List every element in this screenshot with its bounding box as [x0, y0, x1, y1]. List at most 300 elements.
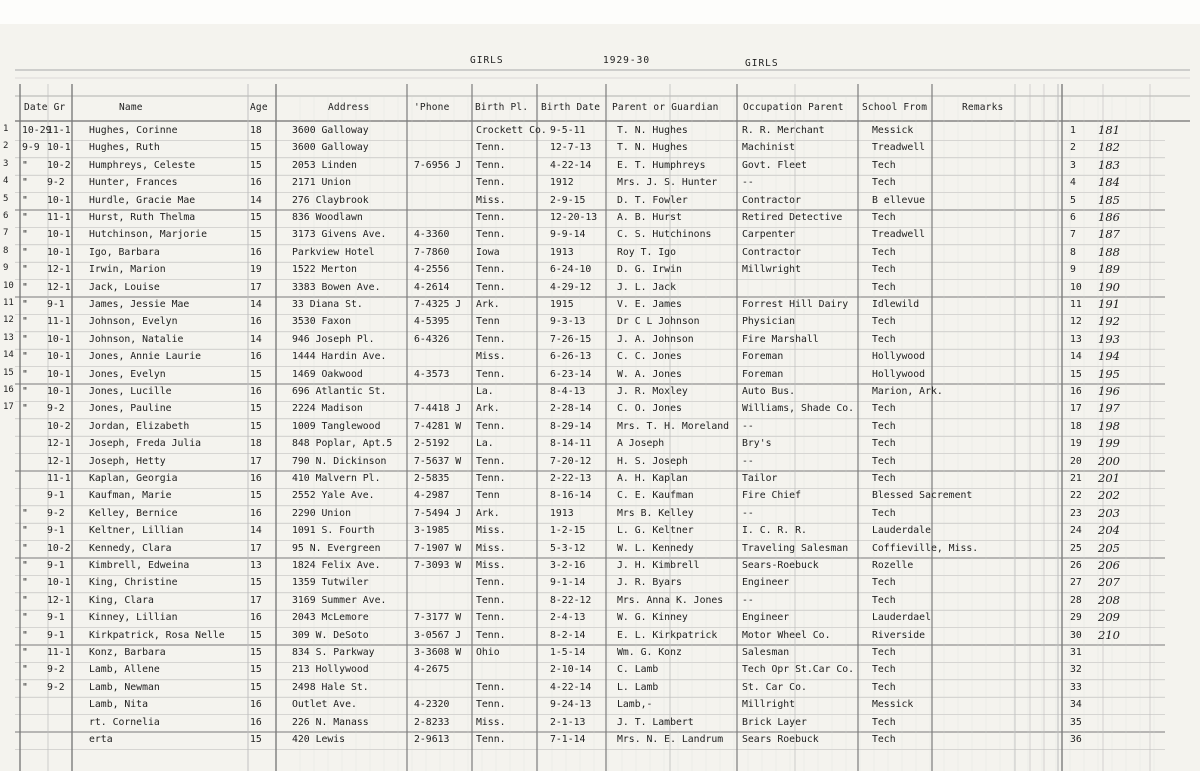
- cell-address: 309 W. DeSoto: [292, 629, 369, 641]
- cell-hand-number: 203: [1098, 505, 1120, 520]
- cell-grade: 9-2: [47, 403, 65, 415]
- cell-row-number: 13: [1070, 333, 1082, 345]
- cell-birth-place: Miss.: [476, 351, 506, 363]
- cell-birth-date: 9-5-11: [550, 125, 586, 136]
- cell-parent: Dr C L Johnson: [617, 316, 700, 328]
- cell-birth-place: Tenn.: [476, 681, 506, 693]
- cell-row-number: 7: [1070, 229, 1076, 241]
- cell-row-number: 20: [1070, 455, 1082, 467]
- cell-row-number: 1: [1070, 125, 1076, 136]
- cell-phone: 7-1907 W: [414, 542, 462, 554]
- cell-parent: W. G. Kinney: [617, 612, 688, 624]
- cell-date: ": [22, 281, 28, 293]
- cell-parent: J. L. Jack: [617, 281, 676, 293]
- cell-birth-date: 1912: [550, 177, 574, 189]
- cell-row-number: 19: [1070, 438, 1082, 450]
- cell-address: 848 Poplar, Apt.5: [292, 438, 393, 450]
- cell-name: rt. Cornelia: [89, 716, 160, 728]
- header-occupation: Occupation Parent: [743, 102, 844, 113]
- cell-birth-date: 2-10-14: [550, 664, 592, 676]
- cell-birth-place: Miss.: [476, 194, 506, 206]
- cell-parent: T. N. Hughes: [617, 125, 688, 136]
- cell-name: Hutchinson, Marjorie: [89, 229, 207, 241]
- cell-address: 2290 Union: [292, 507, 351, 519]
- cell-grade: 10-1: [47, 386, 71, 397]
- cell-parent: J. T. Lambert: [617, 716, 694, 728]
- cell-occupation: Fire Chief: [742, 490, 801, 502]
- left-line-number: 10: [3, 280, 14, 291]
- cell-row-number: 12: [1070, 316, 1082, 328]
- cell-grade: 9-2: [47, 681, 65, 693]
- left-line-number: 13: [3, 332, 14, 343]
- cell-name: Johnson, Natalie: [89, 333, 184, 345]
- cell-hand-number: 200: [1098, 453, 1120, 468]
- cell-school: Messick: [872, 125, 914, 136]
- cell-birth-date: 8-14-11: [550, 438, 592, 450]
- cell-parent: C. C. Jones: [617, 351, 682, 363]
- cell-age: 14: [250, 525, 262, 537]
- cell-parent: J. H. Kimbrell: [617, 560, 700, 571]
- cell-birth-date: 7-20-12: [550, 455, 592, 467]
- cell-occupation: Machinist: [742, 142, 796, 154]
- cell-address: 3600 Galloway: [292, 142, 369, 154]
- cell-school: Treadwell: [872, 229, 926, 241]
- cell-school: Hollywood: [872, 351, 926, 363]
- cell-grade: 10-1: [47, 142, 71, 154]
- cell-date: ": [22, 177, 28, 189]
- cell-age: 16: [250, 177, 262, 189]
- cell-age: 18: [250, 438, 262, 450]
- cell-occupation: --: [742, 420, 754, 432]
- cell-birth-place: Tenn: [476, 316, 500, 328]
- header-right-label: GIRLS: [745, 58, 779, 69]
- cell-age: 15: [250, 629, 262, 641]
- cell-date: ": [22, 351, 28, 363]
- cell-row-number: 25: [1070, 542, 1082, 554]
- header-birth-place: Birth Pl.: [475, 102, 529, 113]
- cell-school: Marion, Ark.: [872, 386, 943, 397]
- cell-birth-date: 8-2-14: [550, 629, 586, 641]
- cell-grade: 11-1: [47, 316, 71, 328]
- cell-birth-place: Tenn.: [476, 612, 506, 624]
- cell-phone: 7-6956 J: [414, 159, 462, 171]
- cell-row-number: 23: [1070, 507, 1082, 519]
- cell-address: 1444 Hardin Ave.: [292, 351, 387, 363]
- cell-date: ": [22, 333, 28, 345]
- cell-grade: 12-1: [47, 264, 71, 276]
- cell-school: Treadwell: [872, 142, 926, 154]
- cell-hand-number: 181: [1098, 123, 1120, 137]
- cell-date: ": [22, 681, 28, 693]
- cell-age: 15: [250, 142, 262, 154]
- cell-name: Hughes, Corinne: [89, 125, 178, 136]
- cell-occupation: --: [742, 455, 754, 467]
- cell-row-number: 32: [1070, 664, 1082, 676]
- cell-phone: 3-1985: [414, 525, 450, 537]
- cell-birth-place: Tenn.: [476, 699, 506, 711]
- cell-birth-date: 1-5-14: [550, 647, 586, 658]
- cell-phone: 2-9613: [414, 734, 450, 745]
- cell-hand-number: 201: [1098, 471, 1120, 485]
- cell-name: Kaufman, Marie: [89, 490, 172, 502]
- cell-row-number: 17: [1070, 403, 1082, 415]
- cell-grade: 9-1: [47, 525, 65, 537]
- cell-phone: 4-3573: [414, 368, 450, 380]
- cell-birth-place: Ark.: [476, 299, 500, 310]
- cell-parent: Roy T. Igo: [617, 246, 676, 258]
- cell-parent: A. H. Kaplan: [617, 473, 688, 484]
- cell-occupation: Physician: [742, 316, 796, 328]
- cell-name: Hughes, Ruth: [89, 142, 160, 154]
- cell-birth-date: 1913: [550, 507, 574, 519]
- cell-age: 17: [250, 281, 262, 293]
- cell-hand-number: 199: [1098, 436, 1120, 451]
- cell-school: Tech: [872, 177, 896, 189]
- cell-grade: 11-1: [47, 212, 71, 223]
- cell-age: 17: [250, 455, 262, 467]
- header-year: 1929-30: [603, 55, 651, 66]
- cell-birth-place: Iowa: [476, 246, 500, 258]
- cell-date: 10-29: [22, 125, 52, 136]
- cell-row-number: 30: [1070, 629, 1082, 641]
- cell-parent: E. L. Kirkpatrick: [617, 629, 718, 641]
- cell-occupation: Bry's: [742, 438, 772, 450]
- cell-name: Joseph, Hetty: [89, 455, 166, 467]
- cell-occupation: Millright: [742, 699, 796, 711]
- left-line-number: 17: [3, 402, 14, 413]
- cell-parent: T. N. Hughes: [617, 142, 688, 154]
- cell-name: Kennedy, Clara: [89, 542, 172, 554]
- cell-hand-number: 209: [1098, 610, 1120, 625]
- cell-school: Tech: [872, 281, 896, 293]
- cell-birth-place: Tenn: [476, 490, 500, 502]
- cell-age: 15: [250, 212, 262, 223]
- cell-school: Tech: [872, 716, 896, 728]
- cell-hand-number: 197: [1098, 401, 1120, 416]
- cell-name: Kinney, Lillian: [89, 612, 178, 624]
- cell-address: 3600 Galloway: [292, 125, 369, 136]
- cell-birth-place: Miss.: [476, 542, 506, 554]
- cell-birth-date: 7-1-14: [550, 734, 586, 745]
- cell-birth-date: 9-3-13: [550, 316, 586, 328]
- cell-row-number: 29: [1070, 612, 1082, 624]
- cell-grade: 11-1: [47, 647, 71, 658]
- cell-occupation: Engineer: [742, 577, 790, 589]
- cell-birth-date: 8-16-14: [550, 490, 592, 502]
- cell-occupation: I. C. R. R.: [742, 525, 807, 537]
- cell-birth-date: 8-22-12: [550, 594, 592, 606]
- cell-name: Jones, Pauline: [89, 403, 172, 415]
- cell-school: Tech: [872, 507, 896, 519]
- cell-name: James, Jessie Mae: [89, 299, 190, 310]
- cell-date: ": [22, 594, 28, 606]
- cell-occupation: Brick Layer: [742, 716, 807, 728]
- left-line-number: 16: [3, 385, 14, 395]
- cell-date: ": [22, 368, 28, 380]
- cell-birth-date: 2-9-15: [550, 194, 586, 206]
- cell-occupation: Auto Bus.: [742, 386, 796, 397]
- cell-birth-place: Miss.: [476, 716, 506, 728]
- left-line-number: 7: [3, 228, 9, 239]
- cell-birth-place: Ark.: [476, 507, 500, 519]
- header-name: Name: [119, 102, 143, 113]
- cell-name: Keltner, Lillian: [89, 525, 184, 537]
- cell-age: 15: [250, 368, 262, 380]
- left-line-number: 2: [3, 141, 9, 152]
- cell-hand-number: 195: [1098, 366, 1120, 381]
- cell-parent: Mrs B. Kelley: [617, 507, 694, 519]
- cell-school: Lauderdale: [872, 525, 931, 537]
- cell-hand-number: 191: [1098, 297, 1120, 311]
- cell-school: Tech: [872, 246, 896, 258]
- cell-grade: 10-2: [47, 159, 71, 171]
- cell-address: 410 Malvern Pl.: [292, 473, 381, 484]
- cell-occupation: Foreman: [742, 351, 784, 363]
- cell-birth-place: Tenn.: [476, 159, 506, 171]
- cell-school: Lauderdael: [872, 612, 931, 624]
- cell-birth-date: 4-22-14: [550, 681, 592, 693]
- cell-hand-number: 202: [1098, 488, 1120, 503]
- cell-hand-number: 198: [1098, 418, 1120, 433]
- cell-birth-place: Tenn.: [476, 734, 506, 745]
- cell-occupation: Carpenter: [742, 229, 796, 241]
- cell-age: 16: [250, 473, 262, 484]
- cell-birth-place: Tenn.: [476, 229, 506, 241]
- cell-school: Coffieville, Miss.: [872, 542, 979, 554]
- cell-name: Jones, Evelyn: [89, 368, 166, 380]
- cell-school: Tech: [872, 594, 896, 606]
- cell-date: ": [22, 507, 28, 519]
- cell-hand-number: 184: [1098, 175, 1120, 190]
- cell-parent: Mrs. Anna K. Jones: [617, 594, 724, 606]
- left-line-number: 5: [3, 193, 9, 204]
- cell-age: 15: [250, 577, 262, 589]
- cell-age: 16: [250, 246, 262, 258]
- cell-address: 2043 McLemore: [292, 612, 369, 624]
- cell-date: ": [22, 386, 28, 397]
- cell-date: ": [22, 299, 28, 310]
- cell-birth-date: 1-2-15: [550, 525, 586, 537]
- cell-hand-number: 185: [1098, 192, 1120, 207]
- cell-row-number: 4: [1070, 177, 1076, 189]
- cell-age: 16: [250, 316, 262, 328]
- cell-grade: 9-1: [47, 490, 65, 502]
- cell-school: Tech: [872, 212, 896, 223]
- cell-parent: C. O. Jones: [617, 403, 682, 415]
- cell-occupation: Millwright: [742, 264, 801, 276]
- cell-row-number: 28: [1070, 594, 1082, 606]
- cell-date: ": [22, 212, 28, 223]
- cell-date: ": [22, 403, 28, 415]
- cell-name: Joseph, Freda Julia: [89, 438, 202, 450]
- header-date-gr: Date Gr: [24, 102, 66, 113]
- cell-row-number: 26: [1070, 560, 1082, 571]
- cell-grade: 10-1: [47, 246, 71, 258]
- cell-occupation: Tailor: [742, 473, 778, 484]
- cell-date: 9-9: [22, 142, 40, 154]
- cell-row-number: 27: [1070, 577, 1082, 589]
- cell-address: 2552 Yale Ave.: [292, 490, 375, 502]
- cell-age: 16: [250, 716, 262, 728]
- cell-address: 1091 S. Fourth: [292, 525, 375, 537]
- cell-birth-place: Tenn.: [476, 473, 506, 484]
- cell-phone: 3-0567 J: [414, 629, 462, 641]
- header-remarks: Remarks: [962, 102, 1004, 113]
- cell-address: 2053 Linden: [292, 159, 357, 171]
- cell-name: Humphreys, Celeste: [89, 159, 196, 171]
- cell-school: Hollywood: [872, 368, 926, 380]
- cell-date: ": [22, 316, 28, 328]
- cell-birth-date: 6-23-14: [550, 368, 592, 380]
- cell-birth-place: Tenn.: [476, 455, 506, 467]
- cell-row-number: 10: [1070, 281, 1082, 293]
- cell-age: 18: [250, 125, 262, 136]
- cell-name: Kelley, Bernice: [89, 507, 178, 519]
- cell-age: 15: [250, 229, 262, 241]
- cell-parent: Lamb,-: [617, 699, 653, 711]
- cell-phone: 7-3093 W: [414, 560, 462, 571]
- cell-grade: 10-1: [47, 229, 71, 241]
- cell-occupation: --: [742, 507, 754, 519]
- cell-parent: C. E. Kaufman: [617, 490, 694, 502]
- cell-name: Jones, Lucille: [89, 386, 172, 397]
- cell-address: 213 Hollywood: [292, 664, 369, 676]
- cell-birth-date: 2-22-13: [550, 473, 592, 484]
- left-line-number: 6: [3, 211, 9, 221]
- cell-school: Tech: [872, 577, 896, 589]
- cell-address: 696 Atlantic St.: [292, 386, 387, 397]
- cell-name: erta: [89, 734, 113, 745]
- cell-date: ": [22, 560, 28, 571]
- cell-age: 15: [250, 159, 262, 171]
- cell-occupation: Traveling Salesman: [742, 542, 849, 554]
- cell-name: Jack, Louise: [89, 281, 160, 293]
- cell-age: 17: [250, 594, 262, 606]
- cell-birth-date: 2-4-13: [550, 612, 586, 624]
- cell-school: Tech: [872, 264, 896, 276]
- cell-date: ": [22, 246, 28, 258]
- cell-hand-number: 210: [1098, 627, 1120, 642]
- cell-school: Tech: [872, 333, 896, 345]
- cell-grade: 9-1: [47, 612, 65, 624]
- cell-name: Johnson, Evelyn: [89, 316, 178, 328]
- cell-birth-place: Tenn.: [476, 577, 506, 589]
- cell-age: 14: [250, 333, 262, 345]
- header-phone: 'Phone: [414, 102, 450, 113]
- cell-occupation: Foreman: [742, 368, 784, 380]
- cell-address: 1359 Tutwiler: [292, 577, 369, 589]
- cell-phone: 4-5395: [414, 316, 450, 328]
- cell-name: Hurdle, Gracie Mae: [89, 194, 196, 206]
- cell-address: 33 Diana St.: [292, 299, 363, 310]
- cell-name: Lamb, Newman: [89, 681, 160, 693]
- cell-occupation: Williams, Shade Co.: [742, 403, 855, 415]
- cell-row-number: 33: [1070, 681, 1082, 693]
- cell-birth-date: 1915: [550, 299, 574, 310]
- cell-name: Hunter, Frances: [89, 177, 178, 189]
- cell-birth-date: 2-28-14: [550, 403, 592, 415]
- cell-parent: L. Lamb: [617, 681, 659, 693]
- cell-parent: E. T. Humphreys: [617, 159, 706, 171]
- cell-parent: H. S. Joseph: [617, 455, 688, 467]
- header-left-label: GIRLS: [470, 55, 504, 66]
- cell-age: 16: [250, 612, 262, 624]
- cell-birth-place: La.: [476, 438, 494, 450]
- cell-grade: 12-1: [47, 594, 71, 606]
- cell-parent: D. G. Irwin: [617, 264, 682, 276]
- left-line-number: 14: [3, 350, 14, 361]
- cell-name: King, Clara: [89, 594, 154, 606]
- cell-birth-date: 9-9-14: [550, 229, 586, 241]
- cell-age: 15: [250, 681, 262, 693]
- cell-row-number: 36: [1070, 734, 1082, 745]
- cell-phone: 7-5494 J: [414, 507, 462, 519]
- cell-hand-number: 207: [1098, 575, 1120, 590]
- cell-birth-place: Tenn.: [476, 333, 506, 345]
- cell-occupation: Motor Wheel Co.: [742, 629, 831, 641]
- cell-parent: Wm. G. Konz: [617, 647, 682, 658]
- cell-school: Tech: [872, 159, 896, 171]
- cell-school: Messick: [872, 699, 914, 711]
- left-line-number: 4: [3, 176, 9, 187]
- cell-phone: 4-2320: [414, 699, 450, 711]
- cell-age: 15: [250, 420, 262, 432]
- cell-birth-date: 12-20-13: [550, 212, 598, 223]
- cell-address: 3383 Bowen Ave.: [292, 281, 381, 293]
- header-age: Age: [250, 102, 268, 113]
- cell-school: Tech: [872, 734, 896, 745]
- cell-occupation: --: [742, 594, 754, 606]
- cell-phone: 7-4418 J: [414, 403, 462, 415]
- cell-birth-date: 7-26-15: [550, 333, 592, 345]
- cell-school: Tech: [872, 403, 896, 415]
- cell-address: 276 Claybrook: [292, 194, 369, 206]
- left-line-number: 8: [3, 245, 9, 256]
- cell-address: 946 Joseph Pl.: [292, 333, 375, 345]
- cell-grade: 12-1: [47, 455, 71, 467]
- cell-name: Jones, Annie Laurie: [89, 351, 202, 363]
- cell-birth-place: Tenn.: [476, 594, 506, 606]
- cell-grade: 10-1: [47, 368, 71, 380]
- header-school: School From: [862, 102, 928, 113]
- cell-occupation: St. Car Co.: [742, 681, 807, 693]
- cell-birth-date: 12-7-13: [550, 142, 592, 154]
- cell-parent: J. R. Moxley: [617, 386, 688, 397]
- cell-address: 3173 Givens Ave.: [292, 229, 387, 241]
- cell-age: 15: [250, 403, 262, 415]
- cell-name: Igo, Barbara: [89, 246, 160, 258]
- cell-grade: 9-1: [47, 299, 65, 310]
- cell-age: 15: [250, 490, 262, 502]
- cell-phone: 2-5192: [414, 438, 450, 450]
- cell-parent: J. R. Byars: [617, 577, 682, 589]
- cell-occupation: Forrest Hill Dairy: [742, 299, 849, 310]
- cell-birth-place: Crockett Co.: [476, 125, 547, 136]
- cell-age: 15: [250, 734, 262, 745]
- cell-birth-date: 3-2-16: [550, 560, 586, 571]
- cell-phone: 7-4281 W: [414, 420, 462, 432]
- cell-hand-number: 182: [1098, 140, 1120, 155]
- cell-hand-number: 188: [1098, 244, 1120, 259]
- cell-occupation: Fire Marshall: [742, 333, 819, 345]
- cell-age: 16: [250, 351, 262, 363]
- cell-phone: 4-2556: [414, 264, 450, 276]
- cell-parent: A Joseph: [617, 438, 665, 450]
- cell-grade: 10-1: [47, 333, 71, 345]
- cell-grade: 9-1: [47, 629, 65, 641]
- cell-row-number: 2: [1070, 142, 1076, 154]
- cell-name: Kimbrell, Edweina: [89, 560, 190, 571]
